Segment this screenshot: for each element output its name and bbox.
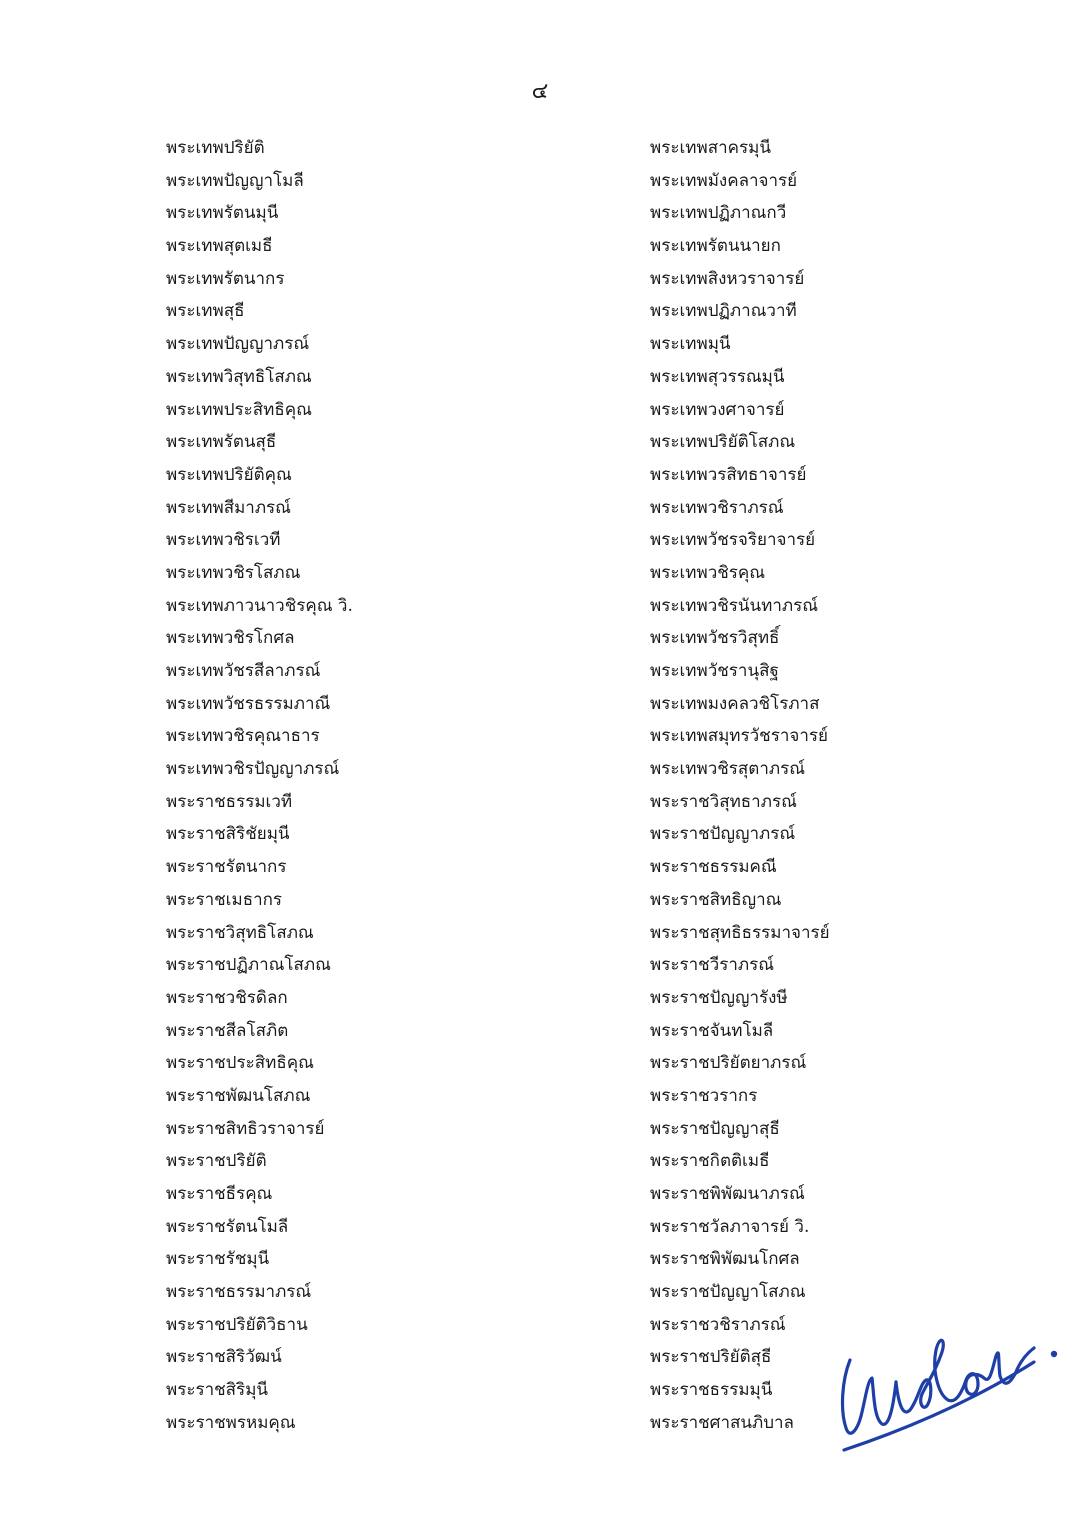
name-list-item: พระราชรัตนโมลี	[166, 1216, 289, 1237]
name-list-item: พระราชพัฒนโสภณ	[166, 1085, 311, 1106]
name-list-item: พระเทพปริยัติ	[166, 138, 265, 158]
name-list-item: พระเทพวรสิทธาจารย์	[650, 464, 807, 485]
name-list-item: พระเทพสุตเมธี	[166, 236, 273, 257]
name-list-item: พระราชศาสนภิบาล	[650, 1412, 794, 1433]
name-list-item: พระราชสิทธิวราจารย์	[166, 1118, 325, 1139]
name-list-item: พระราชปฏิภาณโสภณ	[166, 955, 331, 976]
name-list-item: พระเทพสาครมุนี	[650, 138, 771, 158]
name-list-item: พระราชรัตนากร	[166, 857, 287, 878]
name-list-item: พระราชวิสุทธาภรณ์	[650, 791, 797, 812]
name-list-item: พระราชสิริมุนี	[166, 1380, 269, 1401]
name-list-item: พระเทพวชิรเวที	[166, 530, 281, 551]
name-list-item: พระราชปริยัติวิธาน	[166, 1314, 308, 1335]
name-list-item: พระราชวิสุทธิโสภณ	[166, 922, 314, 943]
name-list-item: พระเทพรัตนนายก	[650, 236, 781, 257]
name-list-item: พระเทพประสิทธิคุณ	[166, 399, 312, 420]
name-list-item: พระราชปัญญาโสภณ	[650, 1282, 806, 1303]
name-list-item: พระเทพสมุทรวัชราจารย์	[650, 726, 828, 747]
name-list-item: พระราชวีราภรณ์	[650, 955, 775, 976]
name-list-item: พระราชปัญญาภรณ์	[650, 824, 796, 845]
name-list-item: พระราชเมธากร	[166, 889, 283, 910]
name-list-item: พระเทพรัตนมุนี	[166, 203, 279, 224]
name-list-item: พระราชธรรมเวที	[166, 791, 293, 812]
name-list-item: พระเทพสุวรรณมุนี	[650, 366, 785, 387]
name-list-item: พระเทพรัตนสุธี	[166, 432, 277, 453]
name-list-item: พระราชสุทธิธรรมาจารย์	[650, 922, 830, 943]
name-list-item: พระราชธรรมาภรณ์	[166, 1282, 312, 1303]
right-name-column	[650, 132, 830, 1440]
page-number: ๔	[531, 79, 549, 104]
name-list-item: พระราชประสิทธิคุณ	[166, 1053, 314, 1074]
name-list-item: พระราชวัลภาจารย์ วิ.	[650, 1216, 810, 1237]
name-list-item: พระเทพสุธี	[166, 301, 245, 322]
name-list-item: พระเทพรัตนากร	[166, 268, 285, 289]
name-list-item: พระเทพปัญญาโมลี	[166, 170, 304, 191]
name-list-item: พระเทพวัชรานุสิฐ	[650, 661, 779, 681]
name-list-item: พระราชสิริชัยมุนี	[166, 824, 290, 845]
name-list-item: พระราชธรรมคณี	[650, 857, 777, 878]
name-list-item: พระราชพรหมคุณ	[166, 1412, 296, 1433]
name-list-item: พระเทพวงศาจารย์	[650, 399, 785, 420]
name-list-item: พระราชสิทธิญาณ	[650, 889, 782, 910]
name-list-item: พระเทพปัญญาภรณ์	[166, 334, 310, 355]
name-list-item: พระเทพวชิราภรณ์	[650, 497, 784, 518]
name-list-item: พระเทพวัชรวิสุทธิ์	[650, 628, 780, 649]
name-list-item: พระเทพวชิรคุณาธาร	[166, 726, 320, 747]
name-list-item: พระราชปริยัตยาภรณ์	[650, 1053, 807, 1074]
name-list-item: พระเทพปฏิภาณวาที	[650, 301, 797, 322]
left-name-column	[166, 132, 353, 1440]
name-list-item: พระราชวชิราภรณ์	[650, 1314, 786, 1335]
name-list-item: พระราชปริยัติสุธี	[650, 1347, 772, 1368]
name-list-item: พระราชปัญญาสุธี	[650, 1118, 780, 1139]
name-list-item: พระราชสีลโสภิต	[166, 1020, 289, 1041]
name-list-item: พระราชธีรคุณ	[166, 1184, 273, 1204]
name-list-item: พระเทพวชิรสุตาภรณ์	[650, 759, 805, 780]
name-list-item: พระราชพิพัฒนโกศล	[650, 1249, 800, 1270]
name-list-item: พระเทพมังคลาจารย์	[650, 170, 798, 191]
name-list-item: พระเทพมุนี	[650, 334, 731, 355]
name-list-item: พระราชจันทโมลี	[650, 1020, 774, 1041]
handwritten-signature	[828, 1300, 1068, 1460]
name-list-item: พระเทพวัชรสีลาภรณ์	[166, 661, 321, 681]
name-list-item: พระราชรัชมุนี	[166, 1249, 270, 1270]
name-list-item: พระเทพวิสุทธิโสภณ	[166, 366, 312, 387]
name-list-item: พระราชวรากร	[650, 1085, 758, 1106]
name-list-item: พระเทพวัชรธรรมภาณี	[166, 693, 331, 714]
name-list-item: พระเทพวชิรโสภณ	[166, 562, 301, 583]
name-list-item: พระเทพภาวนาวชิรคุณ วิ.	[166, 595, 353, 616]
name-list-item: พระเทพปฏิภาณกวี	[650, 203, 787, 224]
name-list-item: พระเทพวชิรปัญญาภรณ์	[166, 759, 340, 780]
name-list-item: พระเทพปริยัติโสภณ	[650, 432, 796, 453]
name-list-item: พระราชวชิรดิลก	[166, 987, 288, 1008]
name-list-item: พระเทพวชิรคุณ	[650, 562, 766, 583]
name-list-item: พระเทพวชิรโกศล	[166, 628, 295, 649]
name-list-item: พระเทพวชิรนันทาภรณ์	[650, 595, 819, 616]
name-list-item: พระเทพสิงหวราจารย์	[650, 268, 805, 289]
name-list-item: พระราชปัญญารังษี	[650, 987, 788, 1008]
name-list-item: พระราชสิริวัฒน์	[166, 1347, 282, 1368]
name-list-item: พระราชพิพัฒนาภรณ์	[650, 1184, 805, 1204]
name-list-item: พระเทพสีมาภรณ์	[166, 497, 291, 518]
name-list-item: พระราชปริยัติ	[166, 1151, 267, 1172]
name-list-item: พระเทพมงคลวชิโรภาส	[650, 693, 820, 714]
name-list-item: พระเทพวัชรจริยาจารย์	[650, 530, 816, 551]
name-list-item: พระราชกิตติเมธี	[650, 1151, 770, 1172]
name-list-item: พระเทพปริยัติคุณ	[166, 464, 292, 485]
name-list-item: พระราชธรรมมุนี	[650, 1380, 773, 1401]
